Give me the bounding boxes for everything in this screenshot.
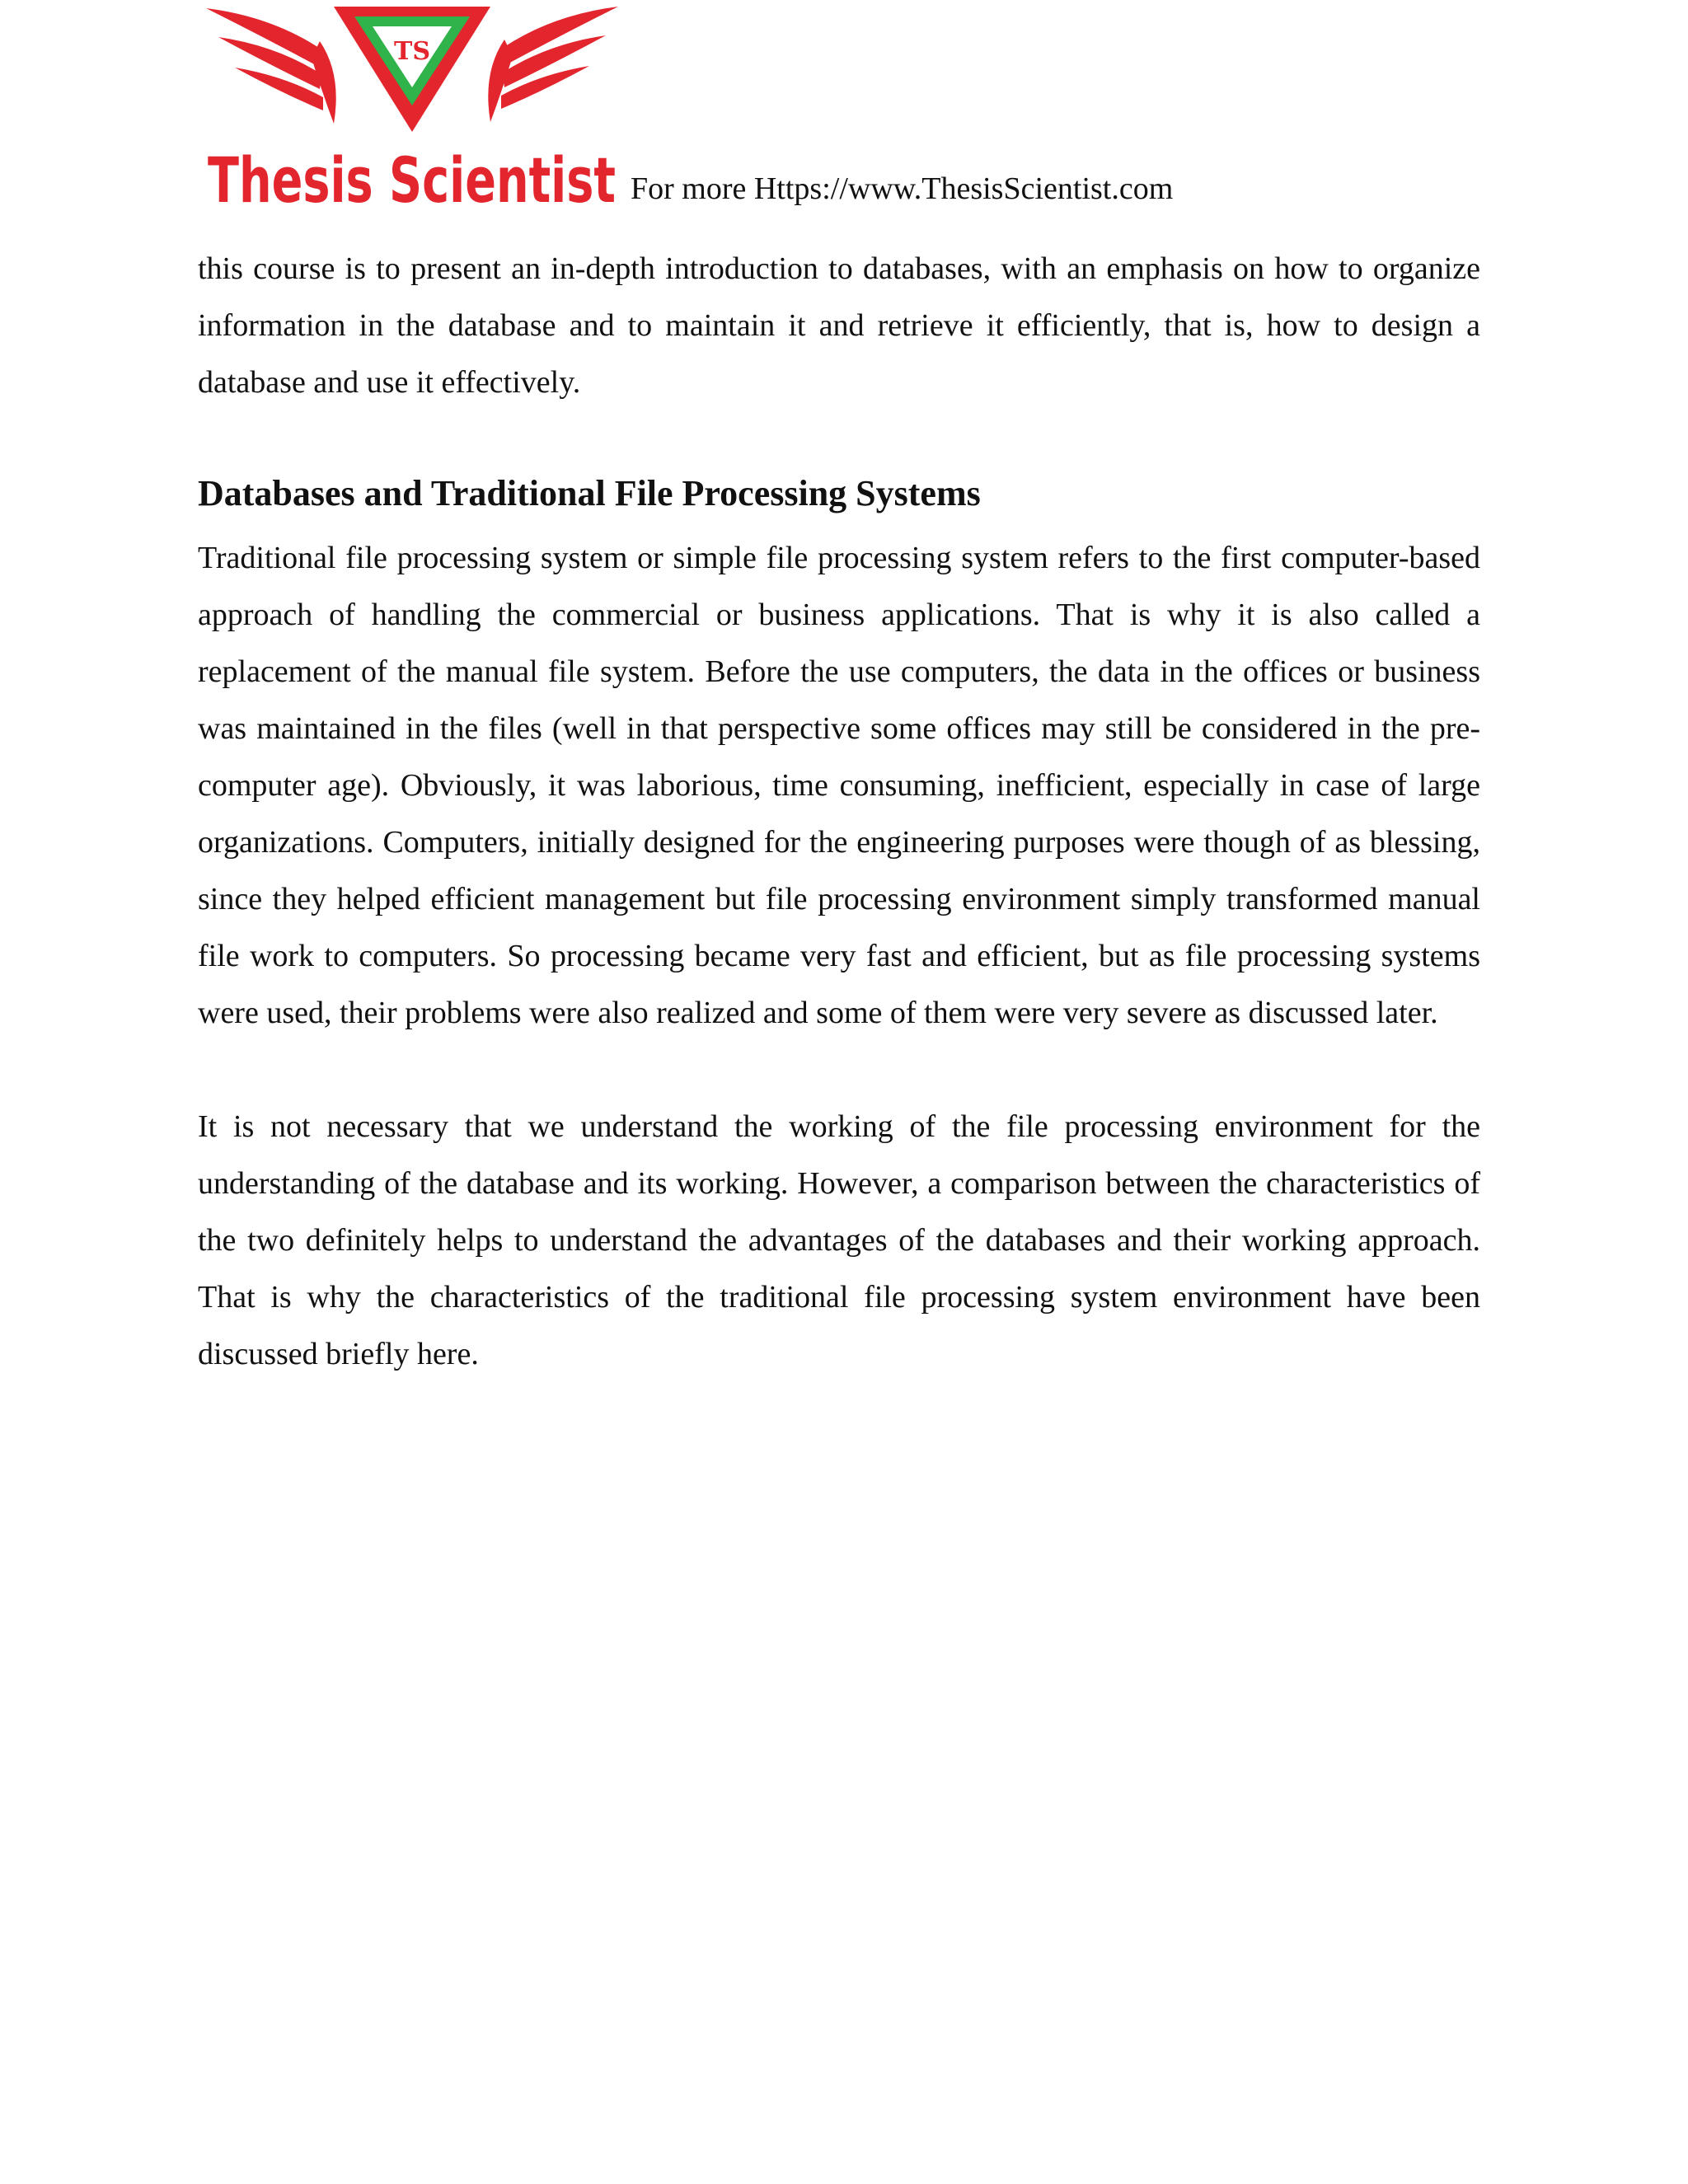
thesis-scientist-logo xyxy=(198,0,626,216)
page-header xyxy=(198,0,1484,223)
logo-wordmark: Thesis Scientist xyxy=(208,143,616,217)
section-heading: Databases and Traditional File Processing Systems xyxy=(198,473,981,513)
intro-paragraph: this course is to present an in-depth introduction to databases, with an emphasis on how to organize information in the database and to maintain it and retrieve it efficiently, that is, how to design a database and use it effectively. xyxy=(198,251,1480,400)
logo-monogram: TS xyxy=(394,37,430,66)
paragraph-file-processing: Traditional file processing system or simple file processing system refers to the first computer-based approach of handling the commercial or business applications. That is why it is also called a replacement of the manual file system. Before the use computers, the data in the offices or business was maintained in the files (well in that perspective some offices may still be considered in the pre-computer age). Obviously, it was laborious, time consuming, inefficient, especially in case of large organizations. Computers, initially designed for the engineering purposes were though of as blessing, since they helped efficient management but file processing environment simply transformed manual file work to computers. So processing became very fast and efficient, but as file processing systems were used, their problems were also realized and some of them were very severe as discussed later. xyxy=(198,541,1480,1030)
paragraph-comparison: It is not necessary that we understand the working of the file processing environment for the understanding of the database and its working. However, a comparison between the characteristics of the two definitely helps to understand the advantages of the databases and their working approach. That is why the characteristics of the traditional file processing system environment have been discussed briefly here. xyxy=(198,1109,1480,1371)
document-body xyxy=(198,241,1480,1383)
website-link[interactable]: For more Https://www.ThesisScientist.com xyxy=(631,171,1174,206)
